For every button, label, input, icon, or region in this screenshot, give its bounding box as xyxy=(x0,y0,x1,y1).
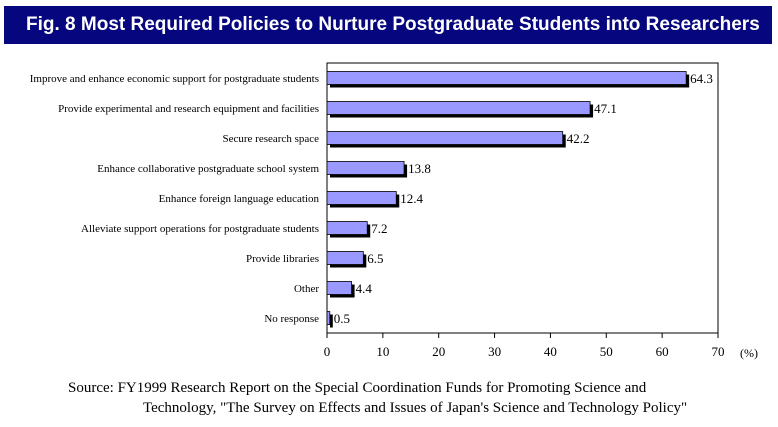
value-label: 4.4 xyxy=(355,281,372,296)
x-tick-label: 40 xyxy=(543,344,557,359)
value-label: 6.5 xyxy=(367,251,384,266)
value-label: 47.1 xyxy=(594,101,617,116)
bar xyxy=(327,312,330,325)
bar xyxy=(327,72,686,85)
x-axis-label: (%) xyxy=(740,346,758,360)
source-note xyxy=(68,378,768,418)
category-label: Provide experimental and research equipment and facilities xyxy=(58,103,319,115)
value-label: 7.2 xyxy=(371,221,388,236)
category-label: Enhance collaborative postgraduate school system xyxy=(97,163,319,175)
x-tick-label: 30 xyxy=(488,344,502,359)
category-label: Other xyxy=(293,283,319,295)
category-label: Provide libraries xyxy=(245,253,319,265)
category-label: Alleviate support operations for postgraduate students xyxy=(81,223,319,235)
bar xyxy=(327,132,563,145)
x-tick-label: 60 xyxy=(655,344,669,359)
category-label: Enhance foreign language education xyxy=(158,193,319,205)
x-tick-label: 10 xyxy=(376,344,390,359)
category-label: No response xyxy=(264,313,319,325)
bar-chart xyxy=(0,50,778,370)
category-label: Secure research space xyxy=(222,133,319,145)
figure-title: Fig. 8 Most Required Policies to Nurture Postgraduate Students into Researchers xyxy=(4,6,772,44)
bar-shadow xyxy=(330,315,333,328)
bar xyxy=(327,162,404,175)
source-line-1: Source: FY1999 Research Report on the Special Coordination Funds for Promoting Science and xyxy=(68,380,647,396)
value-label: 12.4 xyxy=(400,191,424,206)
x-tick-label: 70 xyxy=(711,344,725,359)
bar xyxy=(327,252,363,265)
value-label: 13.8 xyxy=(408,161,431,176)
bar xyxy=(327,222,367,235)
value-label: 64.3 xyxy=(690,71,713,86)
bar xyxy=(327,102,590,115)
x-tick-label: 0 xyxy=(323,344,331,359)
bar xyxy=(327,282,352,295)
bar xyxy=(327,192,396,205)
x-tick-label: 20 xyxy=(432,344,446,359)
value-label: 42.2 xyxy=(566,131,590,146)
source-line-2: Technology, "The Survey on Effects and Issues of Japan's Science and Technology Policy" xyxy=(143,400,688,416)
value-label: 0.5 xyxy=(333,311,351,326)
x-tick-label: 50 xyxy=(599,344,613,359)
category-label: Improve and enhance economic support for postgraduate students xyxy=(29,73,319,85)
